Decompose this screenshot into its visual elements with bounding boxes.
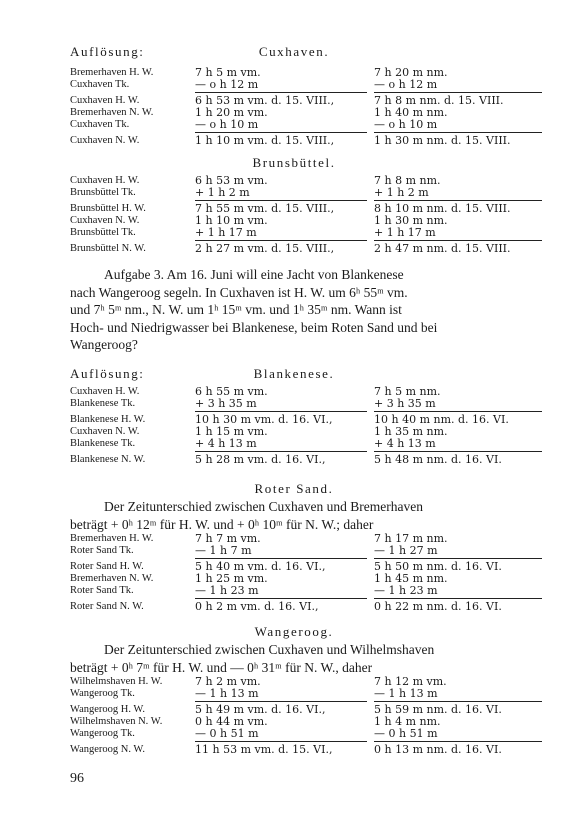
- sum-line: [195, 92, 367, 93]
- section-title-roter-sand: Roter Sand.: [254, 481, 334, 496]
- table-row: Cuxhaven H. W. 6 h 55 m vm. 7 h 5 m nm.: [70, 385, 441, 398]
- sum-line: [195, 200, 367, 201]
- table-row: Wangeroog Tk. — 1 h 13 m — 1 h 13 m: [70, 687, 438, 700]
- table-row: Wilhelmshaven H. W. 7 h 2 m vm. 7 h 12 m vm.: [70, 675, 447, 688]
- table-row: Cuxhaven Tk. — o h 10 m — o h 10 m: [70, 118, 438, 131]
- sum-line: [374, 132, 542, 133]
- table-row: Roter Sand H. W. 5 h 40 m vm. d. 16. VI., 5 h 50 m nm. d. 16. VI.: [70, 560, 502, 573]
- sum-line: [195, 598, 367, 599]
- table-row: Bremerhaven N. W. 1 h 25 m vm. 1 h 45 m nm.: [70, 572, 448, 585]
- sum-line: [374, 558, 542, 559]
- table-row: Roter Sand Tk. — 1 h 23 m — 1 h 23 m: [70, 584, 438, 597]
- table-row: Roter Sand N. W. 0 h 2 m vm. d. 16. VI., 0 h 22 m nm. d. 16. VI.: [70, 600, 502, 613]
- table-row: Cuxhaven N. W. 1 h 10 m vm. d. 15. VIII., 1 h 30 m nm. d. 15. VIII.: [70, 134, 511, 147]
- sum-line: [374, 451, 542, 452]
- table-row: Wangeroog H. W. 5 h 49 m vm. d. 16. VI., 5 h 59 m nm. d. 16. VI.: [70, 703, 502, 716]
- sum-line: [195, 240, 367, 241]
- sum-line: [374, 240, 542, 241]
- sum-line: [195, 132, 367, 133]
- sum-line: [374, 200, 542, 201]
- section-title-blankenese: Blankenese.: [253, 366, 335, 381]
- exercise-paragraph: Aufgabe 3. Am 16. Juni will eine Jacht von Blankenese nach Wangeroog segeln. In Cuxhaven ist H. W. um 6ʰ 55ᵐ vm. und 7ʰ 5ᵐ nm., N. W. um 1ʰ 15ᵐ vm. und 1ʰ 35ᵐ nm. Wann ist Hoch- und Niedrigwasser bei Blankenese, beim Roten Sand und bei Wangeroog?: [70, 267, 438, 352]
- sum-line: [374, 92, 542, 93]
- table-row: Cuxhaven N. W. 1 h 15 m vm. 1 h 35 m nm.: [70, 425, 448, 438]
- sum-line: [374, 741, 542, 742]
- table-row: Cuxhaven Tk. — o h 12 m — o h 12 m: [70, 78, 438, 91]
- table-row: Cuxhaven H. W. 6 h 53 m vm. 7 h 8 m nm.: [70, 174, 441, 187]
- sum-line: [195, 558, 367, 559]
- sum-line: [374, 701, 542, 702]
- sum-line: [195, 741, 367, 742]
- wangeroog-intro: Der Zeitunterschied zwischen Cuxhaven und Wilhelmshaven beträgt + 0ʰ 7ᵐ für H. W. und — 0ʰ 31ᵐ für N. W., daher: [70, 642, 435, 675]
- solution-label: Auflösung:: [70, 366, 145, 381]
- sum-line: [374, 598, 542, 599]
- table-row: Bremerhaven H. W. 7 h 7 m vm. 7 h 17 m nm.: [70, 532, 448, 545]
- table-row: Wangeroog Tk. — 0 h 51 m — 0 h 51 m: [70, 727, 438, 740]
- table-row: Cuxhaven H. W. 6 h 53 m vm. d. 15. VIII., 7 h 8 m nm. d. 15. VIII.: [70, 94, 504, 107]
- table-row: Brunsbüttel N. W. 2 h 27 m vm. d. 15. VIII., 2 h 47 m nm. d. 15. VIII.: [70, 242, 511, 255]
- solution-label: Auflösung:: [70, 44, 145, 59]
- table-row: Blankenese Tk. + 3 h 35 m + 3 h 35 m: [70, 397, 436, 410]
- table-row: Blankenese N. W. 5 h 28 m vm. d. 16. VI., 5 h 48 m nm. d. 16. VI.: [70, 453, 502, 466]
- table-row: Bremerhaven N. W. 1 h 20 m vm. 1 h 40 m nm.: [70, 106, 448, 119]
- sum-line: [195, 451, 367, 452]
- roter-sand-intro: Der Zeitunterschied zwischen Cuxhaven und Bremerhaven beträgt + 0ʰ 12ᵐ für H. W. und + 0ʰ 10ᵐ für N. W.; daher: [70, 499, 424, 532]
- table-row: Blankenese Tk. + 4 h 13 m + 4 h 13 m: [70, 437, 436, 450]
- section-title-cuxhaven: Cuxhaven.: [258, 44, 330, 59]
- sum-line: [195, 411, 367, 412]
- table-row: Wangeroog N. W. 11 h 53 m vm. d. 15. VI., 0 h 13 m nm. d. 16. VI.: [70, 743, 502, 756]
- table-row: Brunsbüttel H. W. 7 h 55 m vm. d. 15. VIII., 8 h 10 m nm. d. 15. VIII.: [70, 202, 511, 215]
- sum-line: [374, 411, 542, 412]
- table-row: Cuxhaven N. W. 1 h 10 m vm. 1 h 30 m nm.: [70, 214, 448, 227]
- table-row: Wilhelmshaven N. W. 0 h 44 m vm. 1 h 4 m nm.: [70, 715, 441, 728]
- page-number: 96: [70, 771, 84, 786]
- section-title-brunsbuettel: Brunsbüttel.: [252, 155, 336, 170]
- table-row: Bremerhaven H. W. 7 h 5 m vm. 7 h 20 m nm.: [70, 66, 448, 79]
- table-row: Brunsbüttel Tk. + 1 h 2 m + 1 h 2 m: [70, 186, 429, 199]
- sum-line: [195, 701, 367, 702]
- table-row: Blankenese H. W. 10 h 30 m vm. d. 16. VI., 10 h 40 m nm. d. 16. VI.: [70, 413, 509, 426]
- table-row: Roter Sand Tk. — 1 h 7 m — 1 h 27 m: [70, 544, 438, 557]
- section-title-wangeroog: Wangeroog.: [254, 624, 334, 639]
- table-row: Brunsbüttel Tk. + 1 h 17 m + 1 h 17 m: [70, 226, 436, 239]
